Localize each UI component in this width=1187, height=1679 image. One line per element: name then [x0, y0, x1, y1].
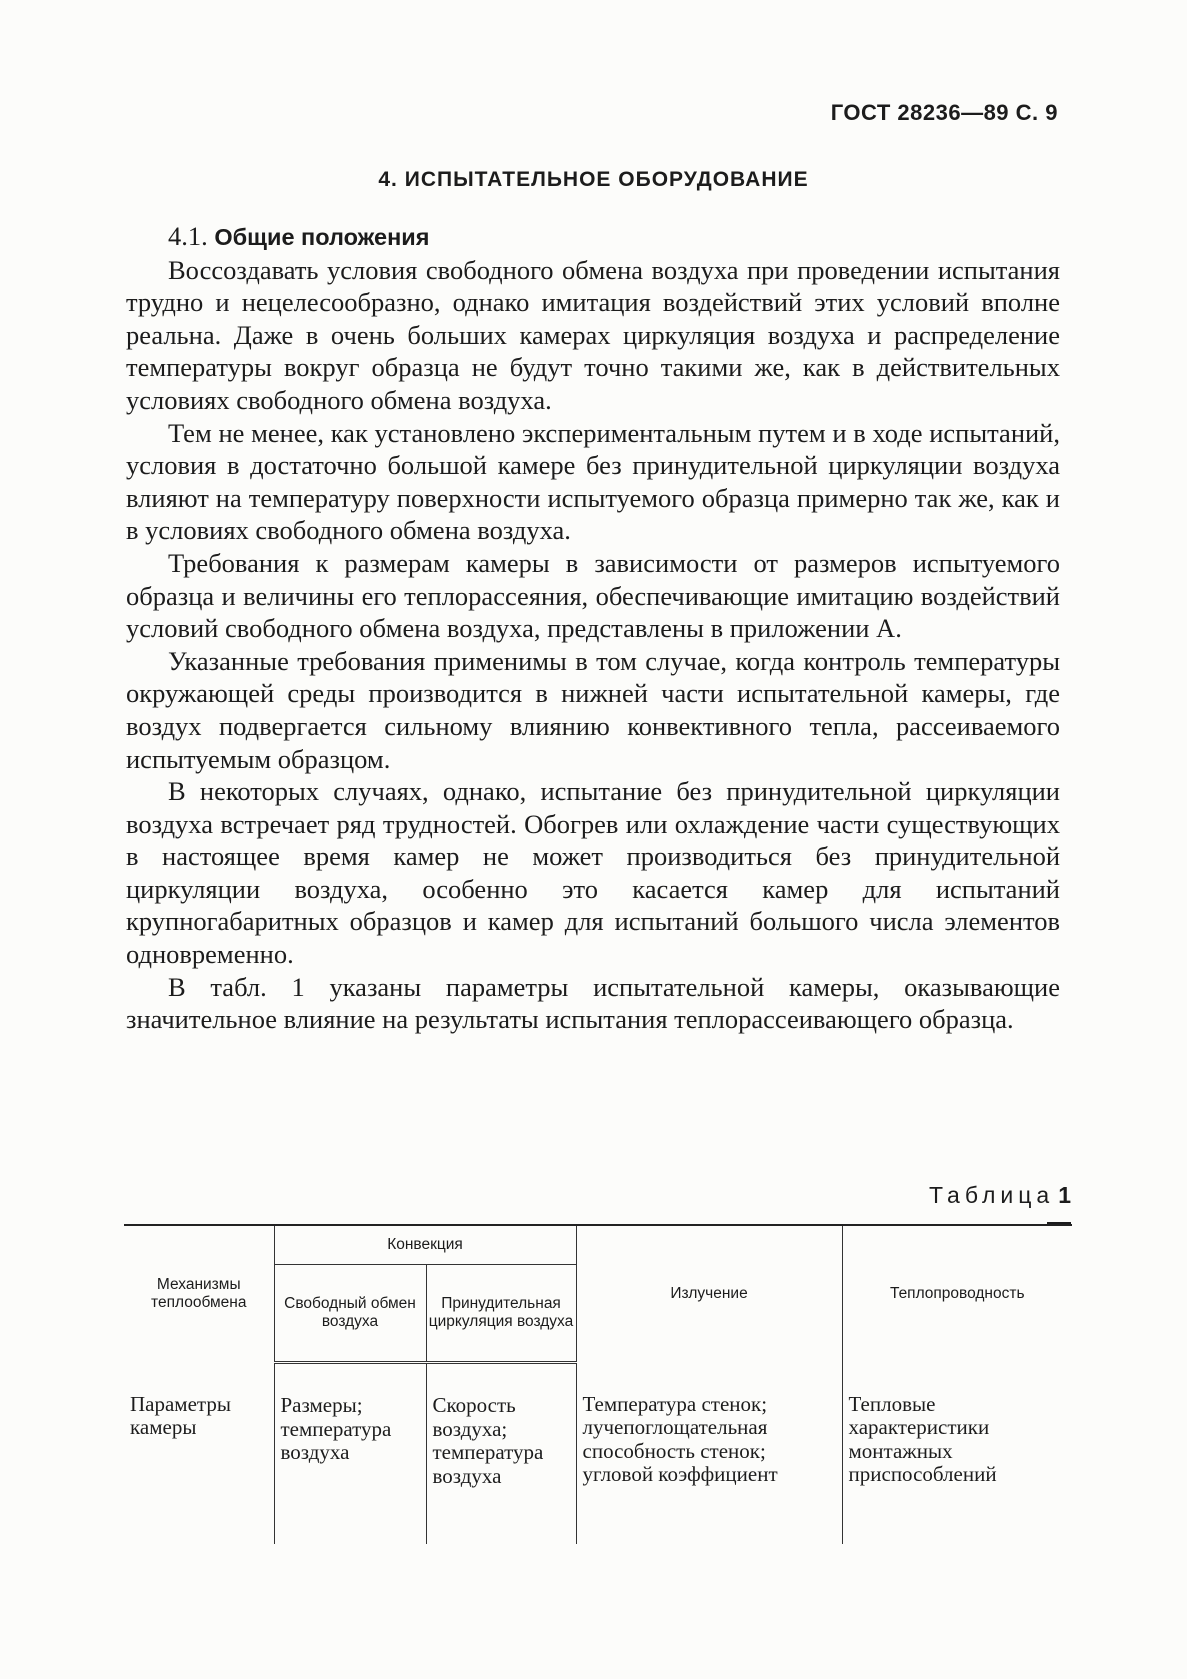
paragraph: В табл. 1 указаны параметры испытательной камеры, оказывающие значительное влияние на результаты испытания теплорассеивающего образца. — [126, 971, 1060, 1035]
paragraph: Тем не менее, как установлено экспериментальным путем и в ходе испытаний, условия в достаточно большой камере без принудительной циркуляции воздуха влияют на температуру поверхности испытуемого образца примерно так же, как и в условиях свободного обмена воздуха. — [126, 417, 1060, 546]
header-convection: Конвекция — [274, 1225, 576, 1265]
subsection-title: Общие положения — [214, 224, 430, 250]
subsection-heading — [168, 220, 1060, 254]
heat-exchange-table — [124, 1224, 1072, 1544]
page-header-standard: ГОСТ 28236—89 С. 9 — [830, 100, 1058, 125]
table-caption-number: 1 — [1058, 1182, 1071, 1208]
table-caption — [929, 1182, 1071, 1209]
section-title: 4. ИСПЫТАТЕЛЬНОЕ ОБОРУДОВАНИЕ — [378, 168, 809, 191]
cell-mechanism: Параметры камеры — [124, 1363, 274, 1545]
cell-free-exchange: Размеры; температура воздуха — [274, 1363, 426, 1545]
paragraph: Указанные требования применимы в том случае, когда контроль температуры окружающей среды производится в нижней части испытательной камеры, где воздух подвергается сильному влиянию конвективного тепла, рассеиваемого испытуемым образцом. — [126, 645, 1060, 774]
header-free-exchange: Свободный обмен воздуха — [274, 1265, 426, 1363]
paragraph: В некоторых случаях, однако, испытание без принудительной циркуляции воздуха встречает ряд трудностей. Обогрев или охлаждение части существующих в настоящее время камер не может производиться без принудительной циркуляции воздуха, особенно это касается камер для испытаний крупногабаритных образцов и камер для испытаний большого числа элементов одновременно. — [126, 776, 1060, 970]
cell-forced-circulation: Скорость воздуха; температура воздуха — [426, 1363, 576, 1545]
paragraph: Воссоздавать условия свободного обмена воздуха при проведении испытания трудно и нецелесообразно, однако имитация воздействий этих условий вполне реальна. Даже в очень больших камерах циркуляция воздуха и распределение температуры вокруг образца не будут точно такими же, как в действительных условиях свободного обмена воздуха. — [126, 254, 1060, 415]
table-caption-word: Таблица — [929, 1182, 1055, 1208]
subsection-number: 4.1. — [168, 221, 208, 251]
header-radiation: Излучение — [576, 1225, 842, 1363]
header-conduction: Теплопроводность — [842, 1225, 1072, 1363]
cell-conduction: Тепловые характеристики монтажных приспособлений — [842, 1363, 1072, 1545]
body-text — [126, 220, 1060, 1036]
cell-radiation: Температура стенок; лучепоглощательная способность стенок; угловой коэффициент — [576, 1363, 842, 1545]
paragraph: Требования к размерам камеры в зависимости от размеров испытуемого образца и величины его теплорассеяния, обеспечивающие имитацию воздействий условий свободного обмена воздуха, представлены в приложении А. — [126, 547, 1060, 644]
table-row — [124, 1363, 1072, 1545]
header-mechanism: Механизмы теплообмена — [124, 1225, 274, 1363]
header-forced-circulation: Принудительная циркуляция воздуха — [426, 1265, 576, 1363]
